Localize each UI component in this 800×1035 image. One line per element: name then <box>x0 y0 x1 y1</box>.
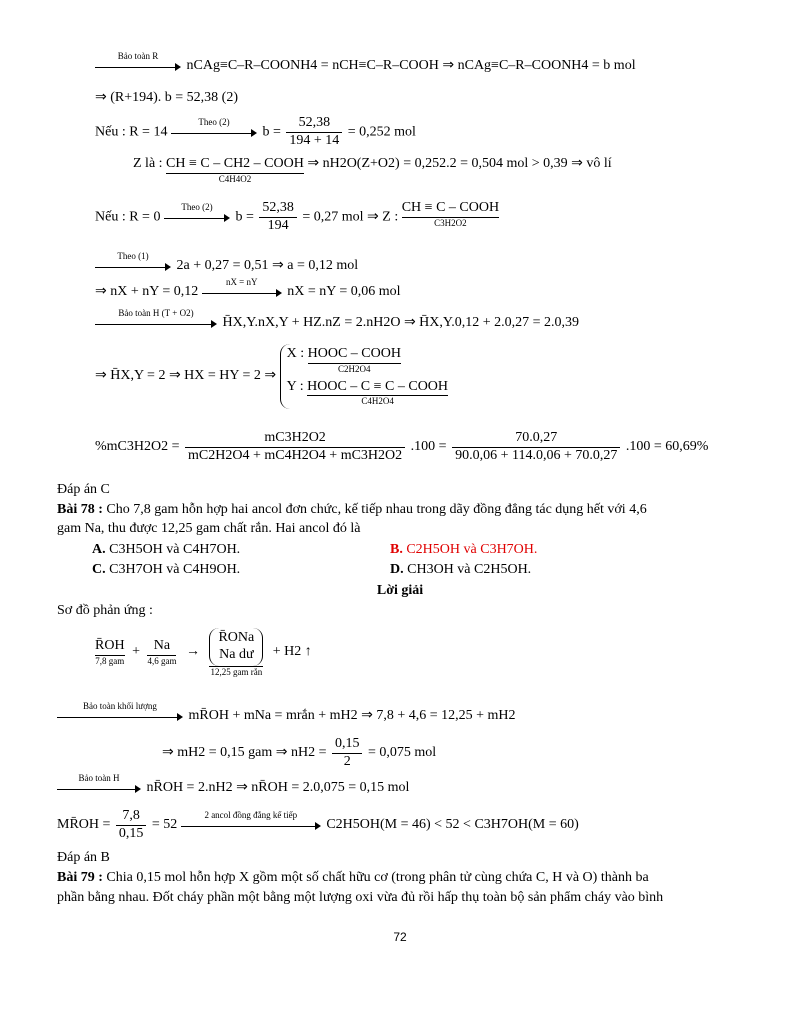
arrow: Bảo toàn khối lượng <box>57 709 183 723</box>
mass-balance-line: Bảo toàn khối lượng mR̄OH + mNa = mrắn + mH2 ⇒ 7,8 + 4,6 = 12,25 + mH2 <box>57 708 516 725</box>
fraction: $\frac{7,8}{0,15}$ <box>116 808 147 843</box>
underbrace-product: R̄ONa Na dư 12,25 gam rắn <box>210 630 263 677</box>
system-brace: X : HOOC – COOH C2H2O4 Y : HOOC – C ≡ C – COOH C4H2O4 <box>280 344 448 409</box>
arrow: Theo (2) <box>164 210 230 224</box>
h-balance-line: Bảo toàn H nR̄OH = 2.nH2 ⇒ nR̄OH = 2.0,075 = 0,15 mol <box>57 780 409 797</box>
arrow: Bảo toàn H (T + O2) <box>95 316 217 330</box>
eq-line-3: Nếu : R = 14 Theo (2) b = $\frac{52,38}{194 + 14}$ = 0,252 mol <box>95 115 416 148</box>
answer-77: Đáp án C <box>57 482 110 497</box>
molar-mass-line: MR̄OH = $\frac{7,8}{0,15}$ = 52 2 ancol đồng đẳng kế tiếp C2H5OH(M = 46) < 52 < C3H7OH(M = 60) <box>57 808 579 841</box>
h2-calc-line: ⇒ mH2 = 0,15 gam ⇒ nH2 = $\frac{0,15}{2}$ = 0,075 mol <box>162 736 437 769</box>
eq-text: nCAg≡C–R–COONH4 = nCH≡C–R–COOH ⇒ nCAg≡C–R–COONH4 = b mol <box>186 58 636 73</box>
eq-line-9: ⇒ H̄X,Y = 2 ⇒ HX = HY = 2 ⇒ X : HOOC – COOH C2H2O4 Y : HOOC – C ≡ C – COOH C4H2O4 <box>95 344 448 409</box>
arrow: Bảo toàn R <box>95 59 181 73</box>
fraction: $\frac{70.0,27}{90.0,06 + 114.0,06 + 70.0,27}$ <box>452 430 620 465</box>
solution-heading: Lời giải <box>376 583 424 598</box>
scheme-label: Sơ đồ phản ứng : <box>57 603 153 618</box>
problem-78-line-2: gam Na, thu được 12,25 gam chất rắn. Hai ancol đó là <box>57 521 361 536</box>
arrow: nX = nY <box>202 285 282 299</box>
fraction: $\frac{52,38}{194 + 14}$ <box>286 115 342 150</box>
problem-79-line-1: Bài 79 : Chia 0,15 mol hỗn hợp X gồm một số chất hữu cơ (trong phân tử cùng chứa C, H và O) thành ba <box>57 870 649 885</box>
arrow: Theo (2) <box>171 125 257 139</box>
arrow: Bảo toàn H <box>57 781 141 795</box>
eq-line-6: Theo (1) 2a + 0,27 = 0,51 ⇒ a = 0,12 mol <box>95 258 358 275</box>
underbrace-formula: CH ≡ C – COOH C3H2O2 <box>401 200 500 228</box>
option-b-correct: B. C2H5OH và C3H7OH. <box>390 542 538 557</box>
eq-line-8: Bảo toàn H (T + O2) H̄X,Y.nX,Y + HZ.nZ = 2.nH2O ⇒ H̄X,Y.0,12 + 2.0,27 = 2.0,39 <box>95 315 579 332</box>
eq-line-10: %mC3H2O2 = $\frac{mC3H2O2}{mC2H2O4 + mC4H2O4 + mC3H2O2}$ .100 = $\frac{70.0,27}{90.0,06 + 114.0,06 + 70.0,27}$ .100 = 60,69% <box>95 430 709 463</box>
arrow: Theo (1) <box>95 259 171 273</box>
problem-78-line-1: Bài 78 : Cho 7,8 gam hỗn hợp hai ancol đơn chức, kế tiếp nhau trong dãy đồng đẳng tác dụng hết với 4,6 <box>57 502 647 517</box>
underbrace-formula: CH ≡ C – CH2 – COOH C4H4O2 <box>166 156 304 184</box>
option-a: A. C3H5OH và C4H7OH. <box>92 542 241 557</box>
problem-79-line-2: phần bằng nhau. Đốt cháy phần một bằng một lượng oxi vừa đủ rồi hấp thụ toàn bộ sản phẩm cháy vào bình <box>57 890 664 905</box>
arrow: 2 ancol đồng đẳng kế tiếp <box>181 818 321 832</box>
option-c: C. C3H7OH và C4H9OH. <box>92 562 241 577</box>
fraction: $\frac{52,38}{194}$ <box>259 200 297 235</box>
product-set: R̄ONa Na dư <box>209 628 263 666</box>
eq-line-4: Z là : CH ≡ C – CH2 – COOH C4H4O2 ⇒ nH2O(Z+O2) = 0,252.2 = 0,504 mol > 0,39 ⇒ vô lí <box>133 156 612 184</box>
reaction-scheme: R̄OH 7,8 gam + Na 4,6 gam → R̄ONa Na dư 12,25 gam rắn + H2 ↑ <box>95 630 312 677</box>
underbrace-reactant: Na 4,6 gam <box>147 638 177 667</box>
eq-line-7: ⇒ nX + nY = 0,12 nX = nY nX = nY = 0,06 mol <box>95 276 401 299</box>
reaction-arrow: → <box>185 644 200 660</box>
underbrace-reactant: R̄OH 7,8 gam <box>95 638 125 667</box>
fraction: $\frac{mC3H2O2}{mC2H2O4 + mC4H2O4 + mC3H2O2}$ <box>185 430 405 465</box>
option-d: D. CH3OH và C2H5OH. <box>390 562 532 577</box>
underbrace-formula: HOOC – COOH C2H2O4 <box>307 346 401 374</box>
underbrace-formula: HOOC – C ≡ C – COOH C4H2O4 <box>307 378 449 407</box>
eq-line-1 <box>95 50 636 75</box>
fraction: $\frac{0,15}{2}$ <box>332 736 363 771</box>
answer-78: Đáp án B <box>57 850 110 865</box>
page-number: 72 <box>393 930 407 944</box>
eq-line-5: Nếu : R = 0 Theo (2) b = $\frac{52,38}{194}$ = 0,27 mol ⇒ Z : CH ≡ C – COOH C3H2O2 <box>95 200 500 233</box>
eq-line-2: ⇒ (R+194). b = 52,38 (2) <box>95 90 239 105</box>
